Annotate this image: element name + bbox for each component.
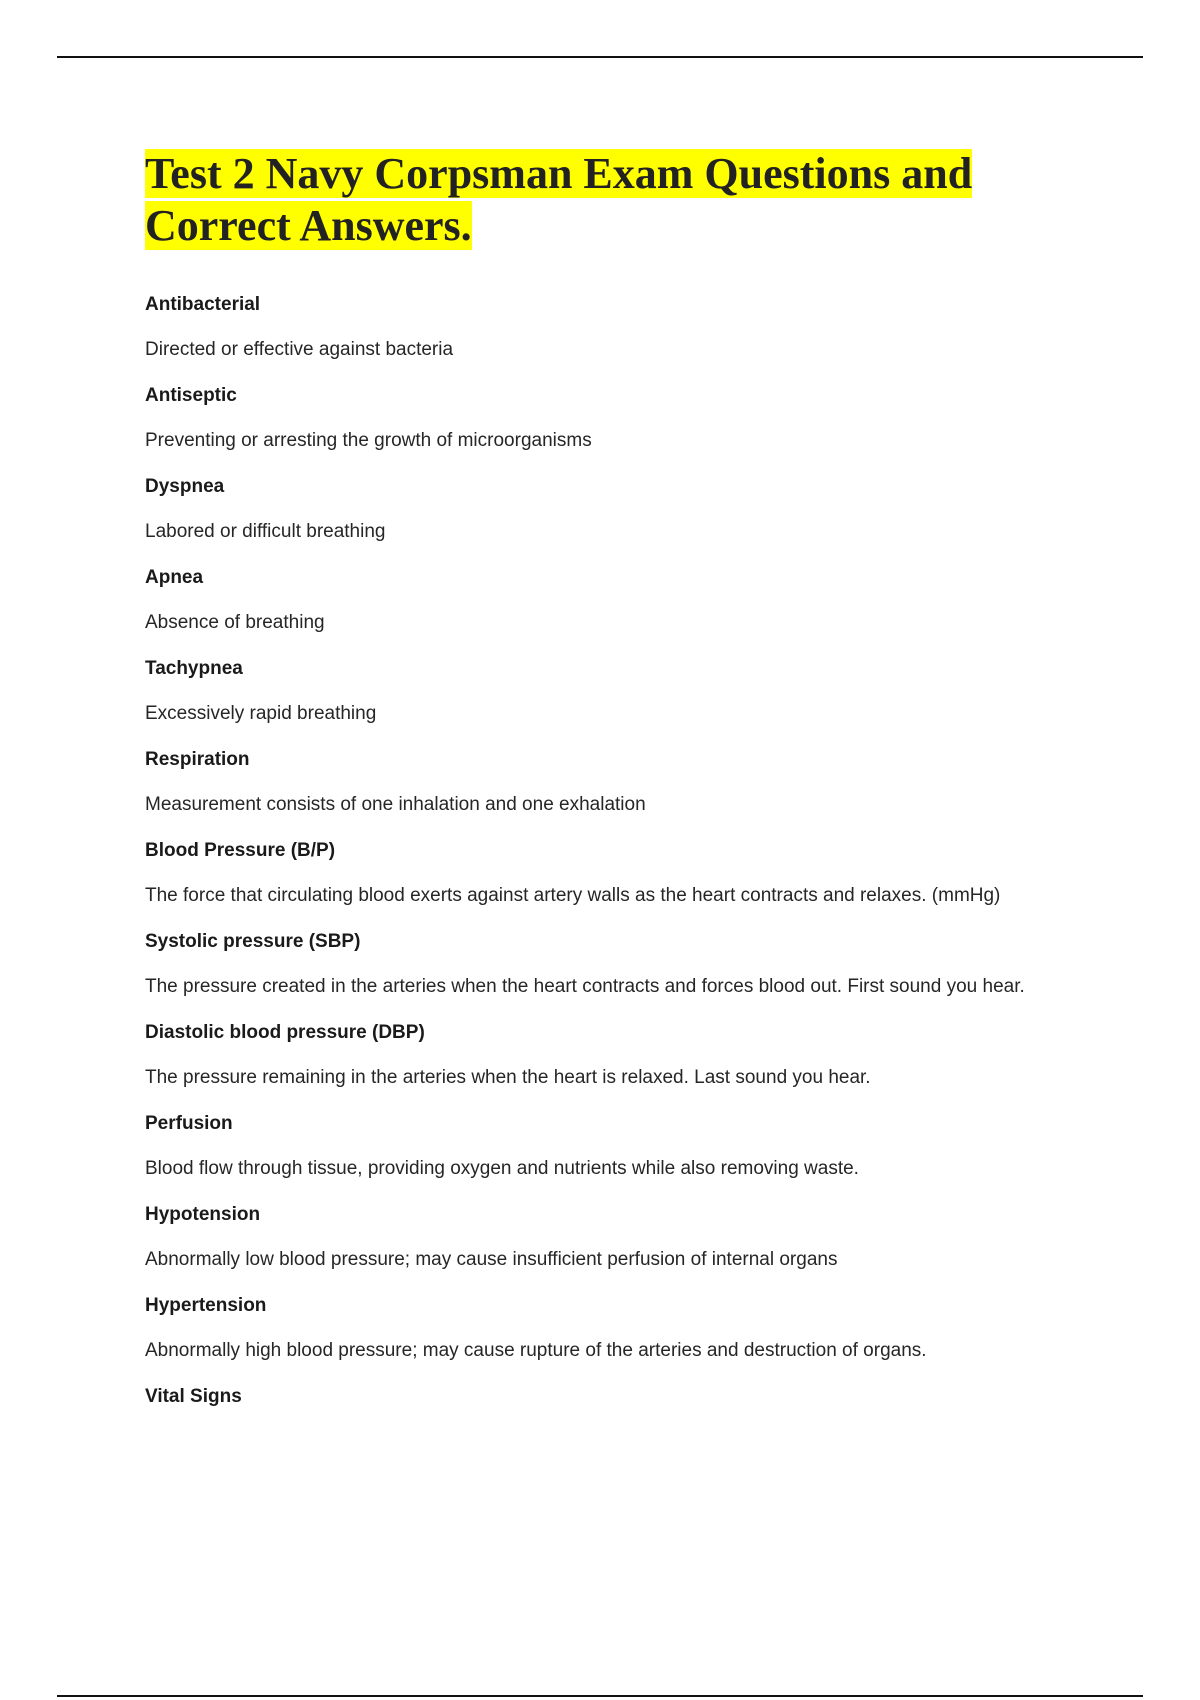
term-definition: Directed or effective against bacteria <box>145 339 454 360</box>
term-heading: Antiseptic <box>145 385 237 406</box>
term-list <box>145 294 1105 1431</box>
term-heading: Systolic pressure (SBP) <box>145 931 361 952</box>
term-heading: Respiration <box>145 749 250 770</box>
term-heading: Dyspnea <box>145 476 225 497</box>
term-definition: Abnormally low blood pressure; may cause insufficient perfusion of internal organs <box>145 1249 838 1270</box>
term-heading: Blood Pressure (B/P) <box>145 840 336 861</box>
term-heading: Apnea <box>145 567 204 588</box>
term-definition: Abnormally high blood pressure; may cause rupture of the arteries and destruction of organs. <box>145 1340 927 1361</box>
term-heading: Perfusion <box>145 1113 233 1134</box>
term-definition: Absence of breathing <box>145 612 325 633</box>
title-highlight: Test 2 Navy Corpsman Exam Questions and Correct Answers. <box>145 149 973 250</box>
document-body <box>145 148 1105 1431</box>
term-heading: Antibacterial <box>145 294 261 315</box>
term-heading: Vital Signs <box>145 1386 242 1407</box>
term-heading: Tachypnea <box>145 658 243 679</box>
term-definition: Labored or difficult breathing <box>145 521 386 542</box>
term-heading: Hypotension <box>145 1204 261 1225</box>
header-rule <box>57 56 1143 58</box>
term-definition: The pressure created in the arteries when the heart contracts and forces blood out. First sound you hear. <box>145 976 1025 997</box>
term-definition: Preventing or arresting the growth of microorganisms <box>145 430 592 451</box>
footer-rule <box>57 1695 1143 1697</box>
term-definition: The pressure remaining in the arteries when the heart is relaxed. Last sound you hear. <box>145 1067 871 1088</box>
term-definition: Blood flow through tissue, providing oxygen and nutrients while also removing waste. <box>145 1158 859 1179</box>
term-definition: Excessively rapid breathing <box>145 703 377 724</box>
term-heading: Hypertension <box>145 1295 267 1316</box>
term-definition: Measurement consists of one inhalation and one exhalation <box>145 794 646 815</box>
document-title <box>145 148 1105 252</box>
term-definition: The force that circulating blood exerts against artery walls as the heart contracts and relaxes. (mmHg) <box>145 885 1001 906</box>
term-heading: Diastolic blood pressure (DBP) <box>145 1022 425 1043</box>
